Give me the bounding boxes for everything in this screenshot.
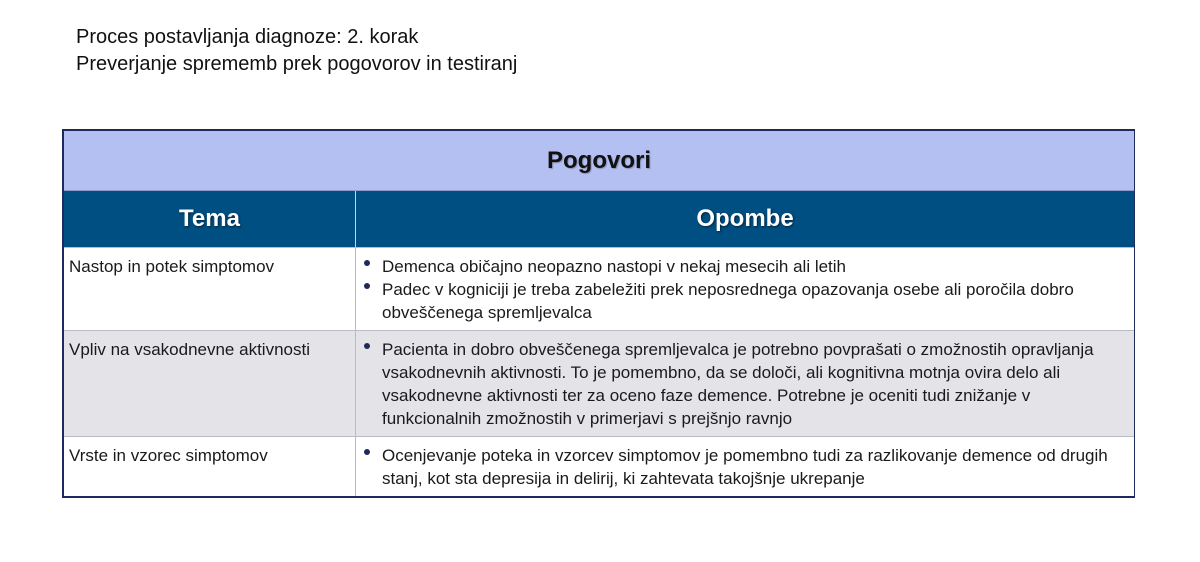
header-subtitle: Preverjanje sprememb prek pogovorov in testiranj bbox=[76, 53, 518, 75]
note-item: Padec v kogniciji je treba zabeležiti prek neposrednega opazovanja osebe ali poročila dobro obveščenega spremljevalca bbox=[362, 278, 1124, 324]
row-topic: Vrste in vzorec simptomov bbox=[64, 437, 356, 496]
header-title: Proces postavljanja diagnoze: 2. korak bbox=[76, 26, 419, 48]
row-notes bbox=[356, 248, 1134, 330]
notes-list bbox=[362, 338, 1124, 430]
table-row bbox=[64, 330, 1134, 436]
note-item: Demenca običajno neopazno nastopi v nekaj mesecih ali letih bbox=[362, 255, 1124, 278]
row-topic: Vpliv na vsakodnevne aktivnosti bbox=[64, 331, 356, 436]
note-item: Ocenjevanje poteka in vzorcev simptomov je pomembno tudi za razlikovanje demence od drugih stanj, kot sta depresija in delirij, ki zahtevata takojšnje ukrepanje bbox=[362, 444, 1124, 490]
conversations-table bbox=[62, 129, 1135, 498]
notes-list bbox=[362, 444, 1124, 490]
table-row bbox=[64, 436, 1134, 496]
page-header bbox=[76, 24, 517, 78]
table-caption: Pogovori bbox=[64, 131, 1134, 191]
table-row bbox=[64, 247, 1134, 330]
note-item: Pacienta in dobro obveščenega spremljevalca je potrebno povprašati o zmožnostih opravljanja vsakodnevnih aktivnosti. To je pomembno, da se določi, ali kognitivna motnja ovira delo ali vsakodnevne aktivnosti ter za oceno faze demence. Potrebne je oceniti tudi znižanje v funkcionalnih zmožnostih v primerjavi s prejšnjo ravnjo bbox=[362, 338, 1124, 430]
row-topic: Nastop in potek simptomov bbox=[64, 248, 356, 330]
column-header-topic: Tema bbox=[64, 191, 356, 247]
notes-list bbox=[362, 255, 1124, 324]
table-header-row bbox=[64, 191, 1134, 247]
column-header-notes: Opombe bbox=[696, 205, 794, 232]
row-notes bbox=[356, 331, 1134, 436]
row-notes bbox=[356, 437, 1134, 496]
